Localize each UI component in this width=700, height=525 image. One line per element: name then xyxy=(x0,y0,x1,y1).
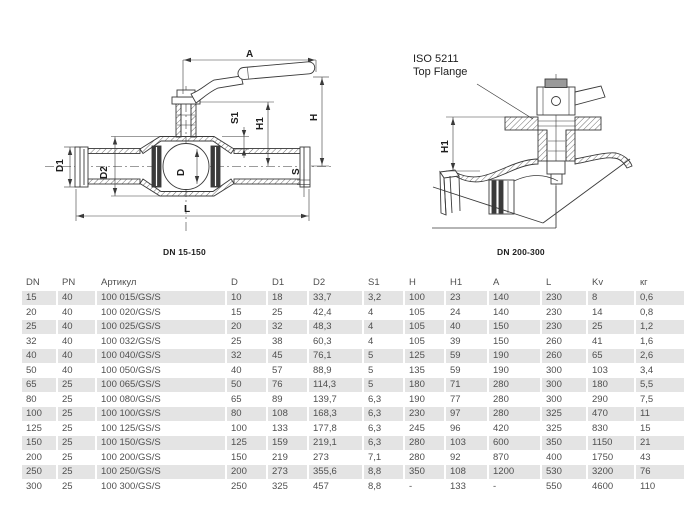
table-cell: 280 xyxy=(405,436,444,450)
table-cell: 40 xyxy=(231,364,242,376)
valve-spec-table xyxy=(20,274,686,494)
table-cell: 45 xyxy=(268,349,307,363)
table-cell: 100 250/GS/S xyxy=(97,465,225,479)
table-row-dn-100 xyxy=(22,407,684,421)
dim-label-a: A xyxy=(246,49,254,60)
table-cell: 180 xyxy=(405,378,444,392)
dim-label-h: H xyxy=(309,113,320,121)
table-cell: 420 xyxy=(493,422,509,434)
table-cell: 42,4 xyxy=(313,306,332,318)
table-cell: 32 xyxy=(26,335,37,347)
table-cell: 41 xyxy=(592,335,603,347)
table-cell: 150 xyxy=(489,320,540,334)
table-cell: 76 xyxy=(636,465,684,479)
table-cell: 40 xyxy=(62,364,73,376)
table-cell: 6,3 xyxy=(364,407,403,421)
table-cell: 33,7 xyxy=(309,291,362,305)
table-cell: 135 xyxy=(409,364,425,376)
table-cell: 11 xyxy=(636,407,684,421)
table-cell: 65 xyxy=(231,393,242,405)
table-cell: 110 xyxy=(640,480,656,492)
table-cell: 65 xyxy=(588,349,634,363)
table-cell: 40 xyxy=(58,320,95,334)
table-row-dn-50 xyxy=(22,364,684,378)
table-cell: 133 xyxy=(450,480,466,492)
dim-label-s: S xyxy=(291,168,302,175)
table-cell: 18 xyxy=(268,291,307,305)
table-cell: 39 xyxy=(450,335,461,347)
table-cell: 88,9 xyxy=(313,364,332,376)
table-cell: 830 xyxy=(592,422,608,434)
table-row-dn-40 xyxy=(22,349,684,363)
column-header-2: Артикул xyxy=(101,277,137,288)
table-cell: 100 040/GS/S xyxy=(97,349,225,363)
table-cell: 140 xyxy=(493,306,509,318)
table-cell: 100 200/GS/S xyxy=(101,451,161,463)
table-cell: 60,3 xyxy=(313,335,332,347)
table-cell: 100 080/GS/S xyxy=(101,393,161,405)
table-cell: 21 xyxy=(636,436,684,450)
table-cell: 40 xyxy=(22,349,56,363)
table-cell: 43 xyxy=(640,451,651,463)
dim-label-d1: D1 xyxy=(55,159,66,172)
table-cell: 48,3 xyxy=(309,320,362,334)
table-cell: 5 xyxy=(364,378,403,392)
table-cell: 325 xyxy=(272,480,288,492)
table-cell: 108 xyxy=(446,465,487,479)
table-cell: 3,2 xyxy=(364,291,403,305)
table-cell: 20 xyxy=(227,320,266,334)
table-cell: 32 xyxy=(227,349,266,363)
table-cell: 1750 xyxy=(592,451,614,463)
table-cell: 150 xyxy=(22,436,56,450)
column-header-4: D1 xyxy=(272,277,285,288)
table-cell: 15 xyxy=(640,422,651,434)
table-cell: 50 xyxy=(26,364,37,376)
table-cell: 1200 xyxy=(489,465,540,479)
table-cell: 100 032/GS/S xyxy=(101,335,161,347)
table-cell: 140 xyxy=(489,291,540,305)
table-cell: 4600 xyxy=(592,480,614,492)
table-row-dn-125 xyxy=(22,422,684,436)
table-cell: 15 xyxy=(231,306,242,318)
caption-dn200-300: DN 200-300 xyxy=(497,247,545,257)
column-header-8: H1 xyxy=(450,277,463,288)
column-header-0: DN xyxy=(26,277,40,288)
table-cell: 105 xyxy=(405,320,444,334)
table-cell: 103 xyxy=(446,436,487,450)
column-header-3: D xyxy=(231,277,238,288)
table-row-dn-80 xyxy=(22,393,684,407)
table-cell: 230 xyxy=(542,320,586,334)
table-cell: 0,6 xyxy=(636,291,684,305)
table-cell: 25 xyxy=(62,393,73,405)
table-cell: 250 xyxy=(231,480,247,492)
table-cell: 273 xyxy=(313,451,329,463)
table-cell: 350 xyxy=(405,465,444,479)
table-cell: 25 xyxy=(62,451,73,463)
table-cell: 2,6 xyxy=(636,349,684,363)
table-row-dn-65 xyxy=(22,378,684,392)
table-cell: 50 xyxy=(227,378,266,392)
table-cell: 8 xyxy=(588,291,634,305)
dim-label-h1: H1 xyxy=(255,117,266,130)
table-cell: 14 xyxy=(592,306,603,318)
table-cell: 530 xyxy=(542,465,586,479)
table-cell: 125 xyxy=(405,349,444,363)
table-cell: 114,3 xyxy=(309,378,362,392)
table-cell: 7,1 xyxy=(368,451,382,463)
table-cell: 100 125/GS/S xyxy=(101,422,161,434)
table-cell: 280 xyxy=(489,407,540,421)
table-cell: 125 xyxy=(26,422,42,434)
table-cell: 219,1 xyxy=(309,436,362,450)
table-cell: 25 xyxy=(588,320,634,334)
table-cell: 89 xyxy=(272,393,283,405)
table-cell: 6,3 xyxy=(368,422,382,434)
table-cell: 230 xyxy=(546,306,562,318)
table-cell: 1,2 xyxy=(636,320,684,334)
table-cell: 8,8 xyxy=(364,465,403,479)
table-cell: 59 xyxy=(450,364,461,376)
table-cell: 76 xyxy=(268,378,307,392)
table-cell: 350 xyxy=(542,436,586,450)
table-cell: 1150 xyxy=(588,436,634,450)
table-cell: 325 xyxy=(542,407,586,421)
table-cell: 1,6 xyxy=(640,335,654,347)
table-cell: 168,3 xyxy=(309,407,362,421)
table-cell: 32 xyxy=(268,320,307,334)
table-cell: 25 xyxy=(231,335,242,347)
table-cell: 100 050/GS/S xyxy=(101,364,161,376)
table-cell: 300 xyxy=(546,393,562,405)
table-cell: 8,8 xyxy=(368,480,382,492)
table-cell: 80 xyxy=(26,393,37,405)
column-header-11: Kv xyxy=(592,277,604,288)
table-cell: 25 xyxy=(62,422,73,434)
table-cell: 105 xyxy=(409,335,425,347)
table-cell: 260 xyxy=(546,335,562,347)
table-cell: 870 xyxy=(493,451,509,463)
table-cell: 40 xyxy=(62,306,73,318)
table-cell: 40 xyxy=(62,335,73,347)
table-cell: 24 xyxy=(450,306,461,318)
table-cell: 300 xyxy=(542,378,586,392)
table-cell: 77 xyxy=(450,393,461,405)
table-cell: 190 xyxy=(409,393,425,405)
table-cell: 200 xyxy=(227,465,266,479)
column-header-10: L xyxy=(546,277,552,288)
table-cell: 103 xyxy=(592,364,608,376)
table-cell: 25 xyxy=(62,480,73,492)
table-cell: 250 xyxy=(22,465,56,479)
table-cell: 6,3 xyxy=(364,436,403,450)
table-cell: - xyxy=(493,480,497,492)
dim-label-s1: S1 xyxy=(230,111,241,124)
table-cell: 300 xyxy=(26,480,42,492)
table-cell: 190 xyxy=(493,364,509,376)
table-cell: 80 xyxy=(227,407,266,421)
table-row-dn-15 xyxy=(22,291,684,305)
table-cell: 133 xyxy=(272,422,288,434)
dim-label-d: D xyxy=(176,168,187,176)
table-cell: 105 xyxy=(409,306,425,318)
table-cell: 0,8 xyxy=(640,306,654,318)
table-cell: 100 025/GS/S xyxy=(97,320,225,334)
table-cell: 25 xyxy=(58,436,95,450)
table-cell: 3200 xyxy=(588,465,634,479)
table-cell: 108 xyxy=(268,407,307,421)
column-header-7: H xyxy=(409,277,416,288)
table-cell: 139,7 xyxy=(313,393,337,405)
table-cell: 280 xyxy=(489,378,540,392)
table-cell: 25 xyxy=(58,465,95,479)
table-cell: 180 xyxy=(588,378,634,392)
table-cell: 600 xyxy=(489,436,540,450)
table-cell: 325 xyxy=(546,422,562,434)
table-cell: 97 xyxy=(446,407,487,421)
table-cell: 300 xyxy=(546,364,562,376)
table-cell: 7,5 xyxy=(640,393,654,405)
iso5211-label-line2: Top Flange xyxy=(413,66,468,78)
table-row-dn-32 xyxy=(22,335,684,349)
table-cell: 25 xyxy=(22,320,56,334)
table-cell: 245 xyxy=(409,422,425,434)
table-cell: 5,5 xyxy=(636,378,684,392)
table-cell: - xyxy=(409,480,413,492)
table-cell: 76,1 xyxy=(309,349,362,363)
table-row-dn-200 xyxy=(22,451,684,465)
table-cell: 219 xyxy=(272,451,288,463)
column-header-5: D2 xyxy=(313,277,326,288)
table-row-dn-300 xyxy=(22,480,684,494)
column-header-9: A xyxy=(493,277,500,288)
table-cell: 10 xyxy=(227,291,266,305)
table-cell: 400 xyxy=(546,451,562,463)
table-cell: 470 xyxy=(588,407,634,421)
table-cell: 100 xyxy=(22,407,56,421)
table-cell: 150 xyxy=(231,451,247,463)
column-header-12: кг xyxy=(640,277,648,288)
table-cell: 177,8 xyxy=(313,422,337,434)
table-cell: 100 065/GS/S xyxy=(97,378,225,392)
column-header-6: S1 xyxy=(368,277,380,288)
table-header-row xyxy=(22,275,684,290)
table-cell: 280 xyxy=(493,393,509,405)
caption-dn15-150: DN 15-150 xyxy=(163,247,206,257)
specification-table-container xyxy=(20,274,682,494)
table-cell: 4 xyxy=(368,306,374,318)
table-cell: 38 xyxy=(272,335,283,347)
diagram-dn200-300 xyxy=(432,74,632,228)
table-cell: 273 xyxy=(268,465,307,479)
table-cell: 125 xyxy=(227,436,266,450)
table-cell: 100 015/GS/S xyxy=(97,291,225,305)
table-cell: 190 xyxy=(489,349,540,363)
table-cell: 5 xyxy=(368,364,374,376)
table-cell: 457 xyxy=(313,480,329,492)
column-header-1: PN xyxy=(62,277,76,288)
dim-label-h1-right: H1 xyxy=(440,140,451,153)
table-cell: 290 xyxy=(592,393,608,405)
table-cell: 5 xyxy=(364,349,403,363)
table-row-dn-20 xyxy=(22,306,684,320)
table-cell: 100 xyxy=(231,422,247,434)
table-cell: 230 xyxy=(405,407,444,421)
table-cell: 260 xyxy=(542,349,586,363)
iso5211-label-line1: ISO 5211 xyxy=(413,53,459,65)
table-cell: 550 xyxy=(546,480,562,492)
table-cell: 59 xyxy=(446,349,487,363)
table-cell: 159 xyxy=(268,436,307,450)
table-cell: 100 300/GS/S xyxy=(101,480,161,492)
table-cell: 20 xyxy=(26,306,37,318)
table-cell: 100 100/GS/S xyxy=(97,407,225,421)
table-row-dn-150 xyxy=(22,436,684,450)
table-cell: 71 xyxy=(446,378,487,392)
table-cell: 92 xyxy=(450,451,461,463)
table-row-dn-250 xyxy=(22,465,684,479)
table-cell: 100 xyxy=(405,291,444,305)
table-cell: 280 xyxy=(409,451,425,463)
table-cell: 200 xyxy=(26,451,42,463)
table-cell: 25 xyxy=(272,306,283,318)
table-cell: 96 xyxy=(450,422,461,434)
table-cell: 23 xyxy=(446,291,487,305)
table-cell: 100 020/GS/S xyxy=(101,306,161,318)
table-cell: 40 xyxy=(58,349,95,363)
dim-label-d2: D2 xyxy=(99,166,110,179)
table-cell: 25 xyxy=(58,407,95,421)
table-cell: 65 xyxy=(22,378,56,392)
table-cell: 150 xyxy=(493,335,509,347)
table-cell: 230 xyxy=(542,291,586,305)
table-cell: 6,3 xyxy=(368,393,382,405)
table-cell: 25 xyxy=(58,378,95,392)
table-cell: 355,6 xyxy=(309,465,362,479)
dim-label-l: L xyxy=(184,204,191,215)
table-cell: 57 xyxy=(272,364,283,376)
table-cell: 3,4 xyxy=(640,364,654,376)
table-cell: 100 150/GS/S xyxy=(97,436,225,450)
table-row-dn-25 xyxy=(22,320,684,334)
table-cell: 40 xyxy=(58,291,95,305)
table-cell: 4 xyxy=(364,320,403,334)
table-cell: 4 xyxy=(368,335,374,347)
table-cell: 40 xyxy=(446,320,487,334)
table-cell: 15 xyxy=(22,291,56,305)
